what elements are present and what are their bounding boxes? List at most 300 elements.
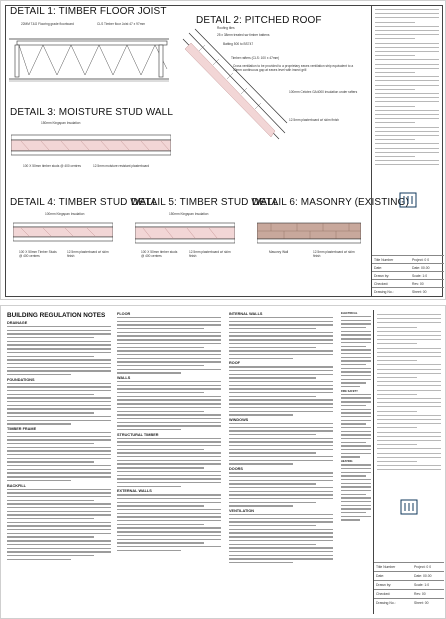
titleblock-row: Drawn by: Scale: 1:0 — [372, 271, 444, 279]
text-line — [375, 122, 415, 123]
text-line — [229, 317, 333, 318]
text-line — [375, 164, 439, 165]
text-line — [7, 405, 111, 406]
text-line — [375, 106, 415, 107]
text-line — [117, 524, 204, 525]
detail-6-drawing — [257, 221, 361, 245]
notes-paragraph — [117, 317, 221, 374]
titleblock-row: Drawn by: Scale: 1:0 — [374, 580, 444, 588]
notes-paragraph — [117, 438, 221, 487]
text-line — [229, 518, 333, 519]
text-line — [375, 51, 439, 52]
text-line — [375, 127, 439, 128]
text-line — [229, 335, 333, 336]
text-line — [7, 503, 111, 504]
notes-column — [341, 310, 371, 614]
text-line — [117, 365, 204, 366]
text-line — [229, 540, 333, 541]
text-line — [341, 416, 371, 417]
text-line — [7, 454, 111, 455]
text-line — [7, 447, 111, 448]
text-line — [7, 450, 111, 451]
text-line — [117, 467, 204, 468]
detail-1-drawing — [9, 19, 169, 99]
text-line — [341, 423, 366, 424]
detail-3-title: DETAIL 3: MOISTURE STUD WALL — [10, 107, 174, 118]
text-line — [117, 445, 221, 446]
notes-heading: DRAINAGE — [7, 321, 28, 325]
text-line — [229, 343, 333, 344]
text-line — [375, 118, 439, 119]
text-line — [117, 324, 221, 325]
text-line — [341, 490, 371, 491]
text-line — [229, 494, 333, 495]
text-line — [375, 114, 439, 115]
text-line — [341, 442, 366, 443]
text-line — [341, 316, 371, 317]
text-line — [375, 143, 439, 144]
text-line — [117, 460, 221, 461]
text-line — [7, 374, 71, 375]
text-line — [117, 520, 221, 521]
text-line — [229, 463, 293, 464]
text-line — [117, 385, 221, 386]
text-line — [229, 332, 333, 333]
text-line — [341, 338, 371, 339]
text-line — [117, 407, 221, 408]
detail-6-annotation: 12.5mm plasterboard w/ skim finish — [313, 250, 355, 258]
text-line — [229, 381, 333, 382]
notes-paragraph — [7, 489, 111, 560]
text-line — [7, 522, 111, 523]
detail-1-annotation: 22MM T&G Flooring grade floorboard — [21, 22, 74, 26]
text-line — [117, 550, 181, 551]
text-line — [7, 383, 111, 384]
text-line — [341, 453, 371, 454]
titleblock-row: Date: Date: 00.00 — [374, 571, 444, 579]
detail-2-annotation: 100mm Celotex GA4000 insulation under rafters — [289, 90, 358, 94]
text-line — [229, 502, 316, 503]
notes-heading: VENTILATION — [229, 509, 255, 513]
notes-heading: DOORS — [229, 467, 243, 472]
text-line — [7, 548, 111, 549]
text-line — [229, 324, 333, 325]
text-line — [117, 463, 221, 464]
text-line — [7, 443, 94, 444]
notes-heading: TIMBER FRAME — [7, 426, 37, 431]
text-line — [341, 516, 371, 517]
detail-5-annotation: 100 X 50mm timber studs @ 400 centres — [141, 250, 178, 258]
text-line — [7, 511, 111, 512]
text-line — [229, 441, 333, 442]
text-line — [117, 482, 221, 483]
notes-heading: BACKFILL — [7, 483, 26, 488]
notes-paragraph — [229, 423, 333, 465]
text-line — [377, 369, 441, 370]
text-line — [117, 425, 221, 426]
titleblock-row: Drawing No.: Sheet: 00 — [372, 287, 444, 295]
detail-5-drawing — [135, 221, 235, 245]
text-line — [7, 544, 111, 545]
text-line — [117, 546, 221, 547]
text-line — [375, 135, 439, 136]
text-line — [7, 458, 111, 459]
text-line — [229, 547, 333, 548]
notes-paragraph — [229, 366, 333, 415]
text-line — [7, 401, 111, 402]
text-line — [377, 322, 441, 323]
text-line — [229, 562, 293, 563]
text-line — [375, 156, 415, 157]
text-line — [375, 72, 415, 73]
text-line — [375, 152, 439, 153]
text-line — [7, 359, 111, 360]
text-line — [117, 539, 221, 540]
text-line — [377, 373, 441, 374]
text-line — [341, 382, 366, 383]
text-line — [229, 544, 316, 545]
text-line — [7, 386, 111, 387]
notes-heading: WALLS — [117, 376, 131, 380]
text-line — [117, 411, 204, 412]
text-line — [341, 464, 371, 465]
text-line — [7, 363, 111, 364]
text-line — [341, 360, 371, 361]
text-line — [377, 415, 441, 416]
text-line — [7, 348, 111, 349]
detail-2-annotation: Cross ventilation to be provided to a proprietary eaves ventilation strip equivalent to a 10mm continuous gap at eaves level with insect grill — [233, 64, 354, 72]
notes-paragraph — [117, 381, 221, 430]
text-line — [341, 346, 366, 347]
notes-heading: FIRE SAFETY — [341, 389, 358, 393]
text-line — [117, 456, 221, 457]
detail-2-annotation: Timber rafters (CLS: 100 x 47mm) — [231, 56, 280, 60]
text-line — [7, 514, 111, 515]
detail-2-annotation: 12.5mm plasterboard w/ skim finish — [289, 118, 339, 122]
text-line — [229, 476, 333, 477]
text-line — [229, 339, 333, 340]
text-line — [375, 30, 439, 31]
titleblock-row: Checked: Rev: 00 — [372, 279, 444, 287]
text-line — [377, 339, 441, 340]
text-line — [341, 357, 371, 358]
text-line — [7, 496, 111, 497]
text-line — [377, 411, 417, 412]
detail-4-title: DETAIL 4: TIMBER STUD WALL — [10, 197, 158, 208]
detail-6-annotation: Masonry Wall — [269, 250, 289, 254]
title-block — [373, 310, 443, 614]
detail-2-annotation: Batting 500 to BS747 — [223, 42, 254, 46]
text-line — [7, 529, 111, 530]
text-line — [229, 388, 333, 389]
text-line — [377, 377, 417, 378]
text-line — [117, 339, 221, 340]
text-line — [377, 385, 441, 386]
text-line — [341, 501, 371, 502]
text-line — [377, 398, 441, 399]
notes-heading: ROOF — [229, 361, 240, 366]
text-line — [377, 402, 441, 403]
text-line — [117, 321, 221, 322]
titleblock-row: Title Number Project: 0 0 — [374, 562, 444, 570]
notes-heading: INTERNAL WALLS — [229, 312, 263, 316]
text-line — [7, 525, 111, 526]
text-line — [341, 483, 371, 484]
titleblock-row: Title Number Project: 0 0 — [372, 255, 444, 263]
text-line — [117, 399, 221, 400]
text-line — [375, 160, 439, 161]
text-line — [229, 449, 333, 450]
text-line — [7, 555, 94, 556]
text-line — [117, 388, 221, 389]
notes-paragraph — [341, 394, 371, 458]
text-line — [7, 352, 111, 353]
notes-paragraph — [7, 432, 111, 481]
detail-5-annotation: 150mm Kingspan Insulation — [169, 212, 209, 216]
notes-paragraph — [229, 317, 333, 359]
text-line — [341, 386, 360, 387]
text-line — [7, 367, 111, 368]
company-logo — [399, 498, 419, 516]
titleblock-row: Drawing No.: Sheet: 00 — [374, 598, 444, 606]
text-line — [341, 468, 371, 469]
text-line — [341, 364, 366, 365]
text-line — [229, 532, 333, 533]
text-line — [117, 335, 221, 336]
text-line — [7, 533, 111, 534]
text-line — [117, 449, 204, 450]
text-line — [117, 531, 221, 532]
text-line — [117, 452, 221, 453]
text-line — [229, 438, 333, 439]
text-line — [117, 350, 221, 351]
text-line — [117, 494, 221, 495]
text-line — [7, 540, 111, 541]
text-line — [377, 457, 441, 458]
text-line — [229, 445, 333, 446]
text-line — [377, 465, 441, 466]
text-line — [341, 371, 371, 372]
text-line — [229, 411, 333, 412]
detail-3-annotation: 12.5mm moisture resistant plasterboard — [93, 164, 150, 168]
notes-column — [7, 310, 111, 614]
notes-paragraph — [117, 494, 221, 551]
text-line — [375, 131, 439, 132]
text-line — [229, 434, 316, 435]
text-line — [7, 337, 94, 338]
text-line — [341, 353, 371, 354]
text-line — [341, 494, 366, 495]
text-line — [117, 414, 221, 415]
text-line — [229, 536, 333, 537]
text-line — [229, 487, 333, 488]
text-line — [229, 456, 333, 457]
text-line — [341, 397, 371, 398]
text-line — [117, 542, 204, 543]
text-line — [341, 331, 371, 332]
text-line — [341, 420, 371, 421]
text-line — [375, 139, 415, 140]
text-line — [117, 332, 221, 333]
titleblock-row: Checked: Rev: 00 — [374, 589, 444, 597]
text-line — [7, 559, 71, 560]
text-line — [377, 440, 441, 441]
text-line — [7, 390, 111, 391]
text-line — [341, 334, 371, 335]
text-line — [229, 328, 316, 329]
text-line — [341, 508, 371, 509]
text-line — [375, 17, 439, 18]
text-line — [229, 529, 333, 530]
text-line — [229, 491, 333, 492]
text-line — [375, 13, 439, 14]
text-line — [377, 364, 441, 365]
text-line — [341, 519, 360, 520]
detail-sheet — [0, 0, 446, 300]
text-line — [117, 418, 221, 419]
text-line — [7, 476, 111, 477]
text-line — [7, 423, 71, 424]
text-line — [375, 43, 439, 44]
text-line — [377, 360, 417, 361]
text-line — [375, 101, 439, 102]
text-line — [7, 551, 111, 552]
text-line — [117, 358, 221, 359]
text-line — [7, 326, 111, 327]
text-line — [117, 478, 221, 479]
text-line — [377, 423, 441, 424]
text-line — [341, 401, 371, 402]
text-line — [377, 394, 417, 395]
text-line — [7, 412, 94, 413]
text-line — [229, 423, 333, 424]
text-line — [375, 89, 415, 90]
text-line — [7, 536, 94, 537]
text-line — [7, 489, 111, 490]
text-line — [117, 317, 221, 318]
text-line — [377, 448, 441, 449]
text-line — [117, 369, 221, 370]
notes-paragraph — [229, 472, 333, 507]
text-line — [375, 68, 439, 69]
text-line — [375, 80, 439, 81]
notes-paragraph — [7, 326, 111, 375]
text-line — [229, 370, 333, 371]
text-line — [229, 558, 333, 559]
text-line — [341, 512, 366, 513]
text-line — [341, 505, 371, 506]
text-line — [377, 390, 441, 391]
text-line — [229, 551, 333, 552]
text-line — [7, 356, 94, 357]
text-line — [375, 38, 415, 39]
text-line — [377, 436, 441, 437]
text-line — [341, 405, 366, 406]
text-line — [229, 521, 333, 522]
text-line — [7, 469, 111, 470]
text-line — [375, 55, 415, 56]
text-line — [229, 366, 333, 367]
detail-3-annotation: 150mm Kingspan Insulation — [41, 121, 81, 125]
text-line — [377, 314, 441, 315]
text-line — [117, 498, 221, 499]
text-line — [229, 460, 333, 461]
text-line — [377, 356, 441, 357]
notes-paragraph — [229, 514, 333, 563]
detail-1-annotation: CLS Timber floor Joist 47 x 97mm — [97, 22, 146, 26]
text-line — [375, 97, 439, 98]
text-line — [229, 472, 333, 473]
text-line — [377, 381, 441, 382]
text-line — [117, 403, 221, 404]
text-line — [117, 486, 181, 487]
text-line — [375, 64, 439, 65]
text-line — [229, 480, 333, 481]
detail-4-annotation: 12.5mm plasterboard w/ skim finish — [67, 250, 109, 258]
detail-4-drawing — [13, 221, 113, 245]
text-line — [377, 348, 441, 349]
text-line — [117, 516, 221, 517]
text-line — [377, 427, 417, 428]
text-line — [341, 379, 371, 380]
text-line — [341, 449, 371, 450]
text-line — [341, 394, 371, 395]
detail-3-drawing — [11, 133, 171, 159]
text-line — [341, 479, 371, 480]
text-line — [7, 439, 111, 440]
text-line — [117, 438, 221, 439]
title-block — [371, 5, 443, 297]
detail-2-annotation: Roofing tiles — [217, 26, 235, 30]
text-line — [7, 416, 111, 417]
notes-column — [117, 310, 221, 614]
notes-paragraph — [7, 383, 111, 425]
text-line — [117, 392, 204, 393]
text-line — [377, 335, 441, 336]
notes-heading: ELECTRICAL — [341, 312, 358, 315]
detail-3-annotation: 100 X 50mm timber studs @ 400 centres — [23, 164, 81, 168]
text-line — [117, 429, 181, 430]
text-line — [375, 22, 415, 23]
text-line — [341, 475, 366, 476]
text-line — [375, 110, 439, 111]
text-line — [229, 377, 316, 378]
text-line — [377, 343, 417, 344]
text-line — [229, 374, 333, 375]
notes-heading: STRUCTURAL TIMBER — [117, 432, 159, 437]
text-line — [117, 354, 221, 355]
titleblock-row: Date: Date: 00.00 — [372, 263, 444, 271]
text-line — [7, 341, 111, 342]
text-line — [229, 505, 293, 506]
text-line — [229, 498, 333, 499]
detail-4-annotation: 100 X 50mm Timber Studs @ 400 centres — [19, 250, 57, 258]
text-line — [377, 444, 417, 445]
text-line — [7, 333, 111, 334]
text-line — [341, 375, 371, 376]
text-line — [117, 372, 181, 373]
text-line — [229, 452, 316, 453]
text-line — [375, 93, 439, 94]
text-line — [341, 445, 371, 446]
notes-column — [229, 310, 333, 614]
text-line — [375, 85, 439, 86]
text-line — [7, 492, 111, 493]
text-line — [117, 502, 221, 503]
text-line — [7, 518, 94, 519]
text-line — [7, 465, 111, 466]
text-line — [377, 419, 441, 420]
